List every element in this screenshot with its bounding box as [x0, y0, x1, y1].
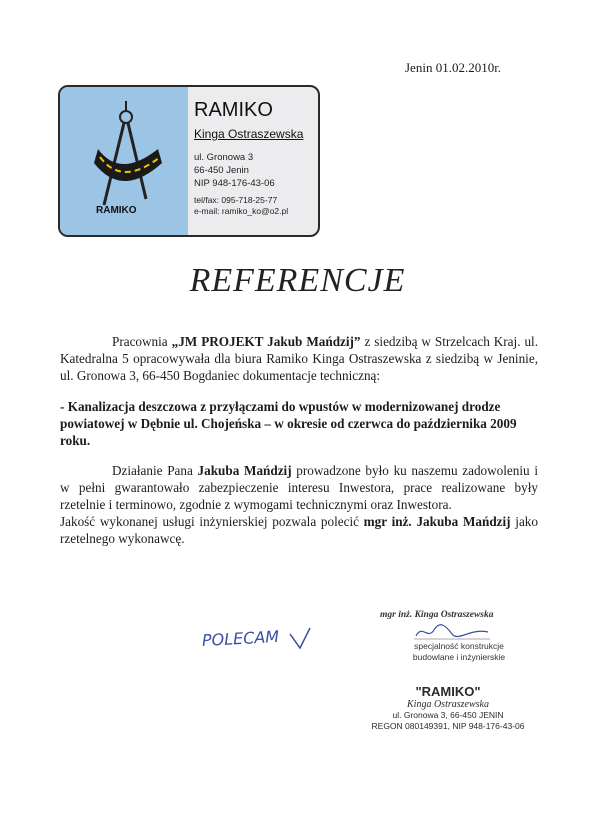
- logo-wordmark: RAMIKO: [96, 205, 137, 216]
- address-line: NIP 948-176-43-06: [194, 178, 275, 189]
- stamp-address: ul. Gronowa 3, 66-450 JENIN: [392, 710, 504, 720]
- role-line: specjalność konstrukcje: [414, 641, 504, 651]
- text-run: Działanie Pana: [112, 463, 198, 478]
- paragraph-text: [60, 333, 538, 384]
- handwritten-text: POLECAM: [201, 626, 280, 650]
- paragraph-text: [60, 513, 538, 547]
- address-line: 66-450 Jenin: [194, 165, 249, 176]
- contact-line: e-mail: ramiko_ko@o2.pl: [194, 206, 289, 216]
- role-line: budowlane i inżynierskie: [412, 652, 506, 662]
- text-run: prowadzone było ku naszemu zadowoleniu i w pełni gwarantowało zabezpieczenie interesu Inwestora, prace realizowane były rzetelnie i terminowo, zgodnie z wymogami technicznymi oraz Inwestora.: [60, 463, 538, 512]
- paragraph-scope: - Kanalizacja deszczowa z przyłączami do wpustów w modernizowanej drodze powiatowej w Dębnie ul. Chojeńska – w okresie od czerwca do października 2009 roku.: [60, 399, 517, 448]
- text-run-bold: mgr inż. Jakuba Mańdzij: [363, 514, 511, 529]
- signatory-name: mgr inż. Kinga Ostraszewska: [380, 610, 494, 620]
- letter-date: Jenin 01.02.2010r.: [405, 60, 502, 75]
- address-line: ul. Gronowa 3: [194, 152, 254, 163]
- text-run-bold: Jakuba Mańdzij: [197, 463, 292, 478]
- company-name: RAMIKO: [194, 99, 273, 121]
- stamp-company: "RAMIKO": [415, 684, 481, 699]
- paragraph-intro: [60, 333, 538, 384]
- company-owner: Kinga Ostraszewska: [194, 127, 304, 141]
- text-run: z siedzibą w Strzelcach Kraj. ul. Katedralna 5 opracowywała dla biura Ramiko Kinga Ostraszewska z siedzibą w Jeninie, ul. Gronowa 3, 66-450 Bogdaniec dokumentacje techniczną:: [60, 334, 538, 383]
- document-title: REFERENCJE: [189, 262, 406, 299]
- letterhead-card: [58, 85, 320, 237]
- company-stamp: [368, 684, 528, 732]
- company-contact: [194, 195, 288, 217]
- stamp-owner: Kinga Ostraszewska: [407, 699, 489, 710]
- paragraph-recommendation: [60, 462, 538, 547]
- signature-mark: [412, 622, 492, 642]
- stamp-regon: REGON 080149391, NIP 948-176-43-06: [371, 721, 525, 731]
- text-run: Jakość wykonanej usługi inżynierskiej pozwala polecić: [60, 514, 364, 529]
- text-run-bold: „JM PROJEKT Jakub Mańdzij”: [171, 334, 361, 349]
- text-run: Pracownia: [112, 334, 172, 349]
- company-address: [194, 151, 275, 190]
- handwritten-note-polecam: [200, 620, 320, 656]
- paragraph-text: [60, 462, 538, 513]
- contact-line: tel/fax: 095-718-25-77: [194, 195, 278, 205]
- signatory-role: [396, 641, 522, 663]
- text-run: jako rzetelnego wykonawcę.: [60, 514, 538, 546]
